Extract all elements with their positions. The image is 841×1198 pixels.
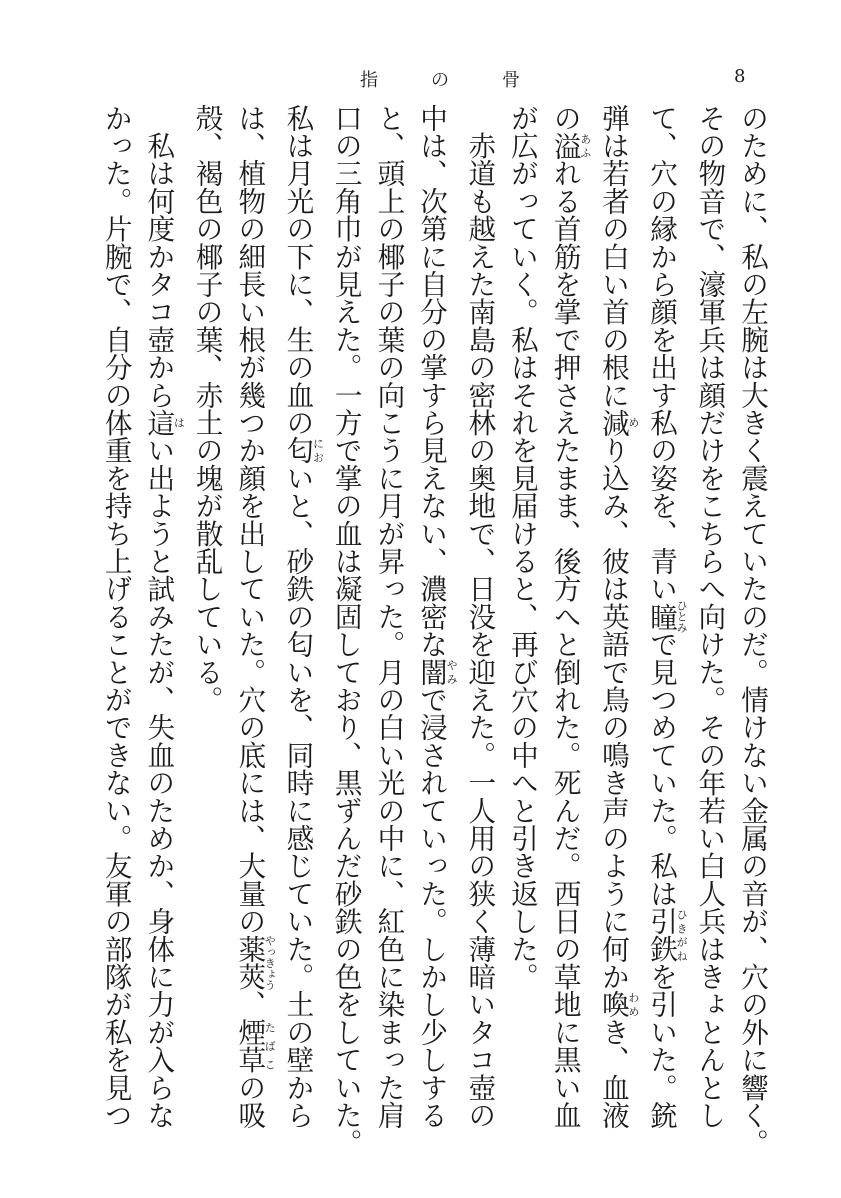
text-line — [137, 104, 185, 1164]
ruby-word: 煙草たばこ — [233, 1018, 277, 1074]
text-line — [228, 104, 276, 1164]
text-segment: い出ようと試みたが、失血のためか、身体に力が入らな — [142, 436, 176, 1129]
text-segment: 私は何度かタコ壺から — [142, 104, 176, 409]
ruby-word: 這は — [142, 408, 186, 437]
header-title-char: 骨 — [502, 70, 520, 91]
text-line — [367, 104, 410, 1164]
text-segment: て、穴の縁から顔を出す私の姿を、青い — [645, 104, 679, 603]
page-number: 8 — [734, 66, 746, 87]
ruby-reading: ひきがね — [675, 907, 689, 963]
text-segment: のために、私の左腕は大きく震えていたのだ。情けない金属の音が、穴の外に響く。 — [736, 104, 769, 1157]
header-title-char: の — [431, 70, 449, 91]
text-segment: 弾は若者の白い首の根に — [596, 104, 630, 409]
text-segment: き、血液 — [596, 1018, 630, 1129]
text-line — [688, 104, 731, 1164]
ruby-reading: やっきょう — [263, 935, 277, 991]
text-segment: 、 — [233, 990, 267, 1019]
text-segment: は、植物の細長い根が幾つか顔を出していた。穴の底には、大量の — [233, 104, 267, 935]
text-line — [94, 104, 137, 1164]
ruby-reading: たばこ — [263, 1018, 277, 1074]
text-segment: 口の三角巾が見えた。一方で掌の血は凝固しており、黒ずんだ砂鉄の色をしていた。 — [329, 104, 363, 1157]
body-text — [53, 104, 773, 1164]
ruby-word: 喚わめ — [596, 990, 640, 1019]
ruby-word: 減め — [596, 408, 640, 437]
ruby-reading: め — [626, 408, 640, 437]
text-line — [458, 104, 501, 1164]
ruby-word: 瞳ひとみ — [645, 599, 689, 633]
text-line — [639, 104, 687, 1164]
text-segment: いと、砂鉄の匂いを、同時に感じていた。土の壁から — [281, 464, 315, 1129]
text-line — [276, 104, 324, 1164]
ruby-word: 闇やみ — [415, 658, 459, 686]
text-segment: が広がっていく。私はそれを見届けると、再び穴の中へと引き返した。 — [505, 104, 539, 991]
text-line — [591, 104, 639, 1164]
ruby-reading: わめ — [626, 990, 640, 1019]
text-line — [324, 104, 367, 1164]
text-segment: 中は、次第に自分の掌すら見えない、濃密な — [415, 104, 449, 658]
ruby-word: 薬莢やっきょう — [233, 935, 277, 991]
text-line — [500, 104, 543, 1164]
text-segment: かった。片腕で、自分の体重を持ち上げることができない。友軍の部隊が私を見つ — [99, 104, 133, 1129]
text-segment: を引いた。銃 — [645, 962, 679, 1129]
text-line — [543, 104, 591, 1164]
running-header-title — [360, 66, 520, 92]
text-segment: その物音で、濠軍兵は顔だけをこちらへ向けた。その年若い白人兵はきょとんとし — [693, 104, 727, 1129]
text-segment: り込み、彼は英語で鳥の鳴き声のように何か — [596, 436, 630, 991]
ruby-reading: ひとみ — [675, 599, 689, 633]
text-segment: れる首筋を掌で押さえたまま、後方へと倒れた。死んだ。西日の草地に黒い血 — [548, 159, 582, 1129]
text-segment: 殻、褐色の椰子の葉、赤土の塊が散乱している。 — [190, 104, 224, 714]
ruby-word: 引鉄ひきがね — [645, 907, 689, 963]
header-title-char: 指 — [360, 70, 378, 91]
ruby-reading: やみ — [445, 658, 459, 686]
text-line — [409, 104, 457, 1164]
text-segment: の吸 — [233, 1073, 267, 1129]
text-line — [730, 104, 773, 1164]
ruby-reading: にお — [311, 436, 325, 465]
ruby-reading: あふ — [578, 131, 592, 160]
text-segment: 赤道も越えた南島の密林の奥地で、日没を迎えた。一人用の狭く薄暗いタコ壺の — [463, 104, 497, 1129]
text-segment: で見つめていた。私は — [645, 630, 679, 908]
ruby-word: 溢あふ — [548, 131, 592, 160]
text-segment: の — [548, 104, 582, 132]
text-segment: で浸されていった。しかし少しする — [415, 685, 449, 1129]
ruby-word: 匂にお — [281, 436, 325, 465]
text-segment: 私は月光の下に、生の血の — [281, 104, 315, 437]
ruby-reading: は — [172, 408, 186, 437]
text-line — [185, 104, 228, 1164]
text-segment: と、頭上の椰子の葉の向こうに月が昇った。月の白い光の中に、紅色に染まった肩 — [372, 104, 406, 1129]
